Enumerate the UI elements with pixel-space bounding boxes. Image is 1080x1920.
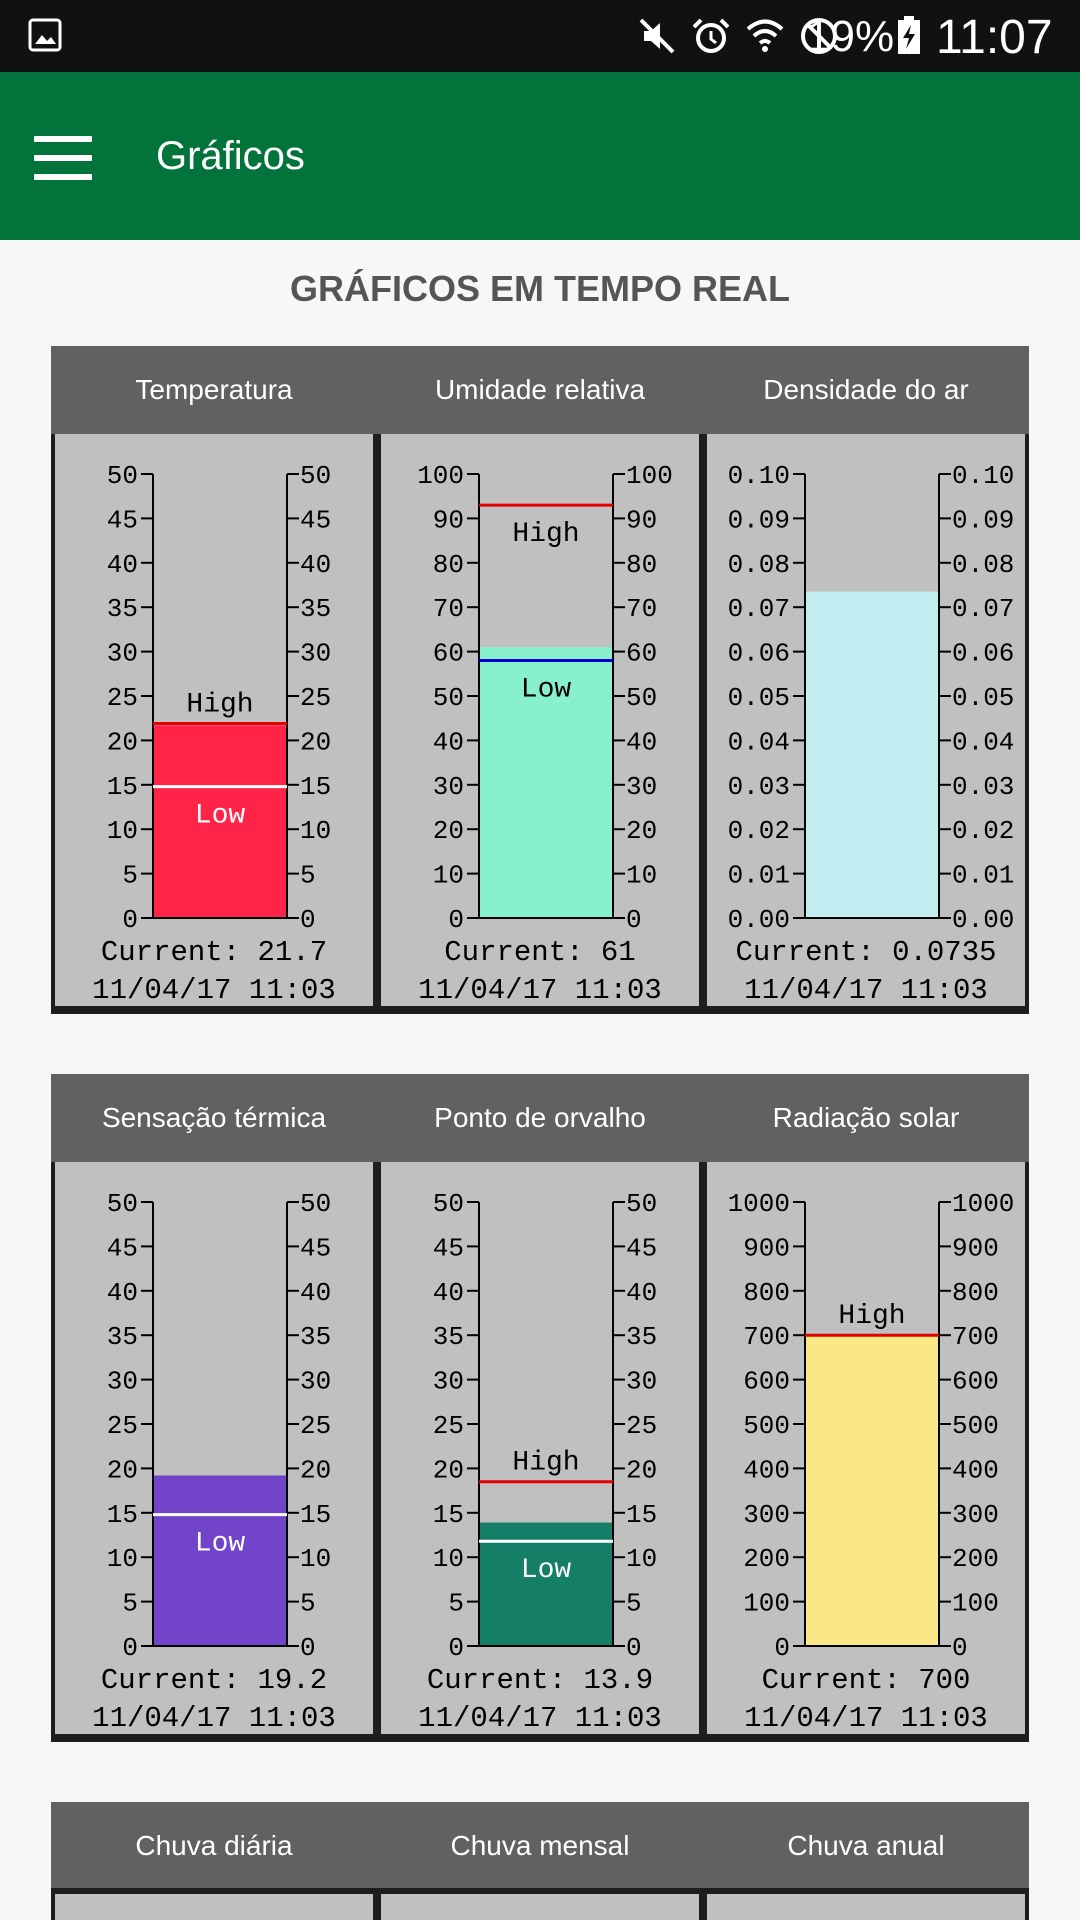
tick-label-left: 30 [106, 1366, 138, 1397]
current-value-label: Current: 13.9 [426, 1664, 654, 1697]
tick-label-right: 5 [300, 860, 316, 891]
tick-label-right: 10 [300, 1544, 332, 1575]
high-label: High [512, 1447, 580, 1479]
current-value-label: Current: 0.0735 [735, 936, 997, 969]
tick-label-left: 5 [122, 1588, 138, 1619]
tab-umidade-relativa[interactable]: Umidade relativa [434, 374, 646, 405]
status-clock: 11:07 [936, 11, 1053, 64]
tick-label-left: 200 [743, 1544, 790, 1575]
tick-label-right: 10 [300, 816, 332, 847]
tick-label-right: 50 [300, 1189, 332, 1219]
tick-label-left: 300 [743, 1499, 790, 1530]
tick-label-left: 0 [448, 905, 464, 935]
current-value-label: Current: 19.2 [100, 1664, 328, 1697]
tick-label-right: 0 [300, 1633, 316, 1663]
tick-label-right: 15 [626, 1499, 658, 1530]
tick-label-left: 50 [432, 683, 464, 713]
tick-label-left: 45 [106, 1233, 138, 1264]
tick-label-right: 700 [952, 1322, 999, 1353]
battery-charging-icon [896, 16, 922, 56]
tick-label-right: 20 [300, 1455, 332, 1486]
tick-label-left: 10 [432, 1544, 464, 1575]
tick-label-right: 40 [626, 727, 658, 758]
tick-label-left: 0.04 [727, 727, 790, 758]
tab-chuva-diaria[interactable]: Chuva diária [135, 1830, 293, 1861]
tick-label-right: 600 [952, 1366, 999, 1397]
tick-label-left: 0.06 [727, 638, 790, 669]
tick-label-left: 60 [432, 638, 464, 669]
tick-label-right: 900 [952, 1233, 999, 1264]
timestamp-label: 11/04/17 11:03 [418, 1702, 662, 1735]
tick-label-right: 0 [626, 905, 642, 935]
tick-label-left: 40 [432, 1277, 464, 1308]
tab-densidade-do-ar[interactable]: Densidade do ar [763, 374, 969, 405]
tick-label-right: 25 [626, 1411, 658, 1441]
tick-label-right: 0 [300, 905, 316, 935]
tick-label-right: 40 [300, 549, 332, 580]
tick-label-left: 50 [106, 461, 138, 491]
tick-label-right: 35 [300, 1322, 332, 1353]
tick-label-left: 20 [106, 727, 138, 758]
status-bar [0, 0, 1080, 72]
tick-label-left: 30 [432, 1366, 464, 1397]
tick-label-right: 300 [952, 1499, 999, 1530]
tick-label-left: 0.00 [727, 905, 790, 935]
tick-label-left: 30 [432, 771, 464, 802]
low-label: Low [520, 674, 572, 706]
timestamp-label: 11/04/17 11:03 [92, 974, 336, 1007]
tick-label-left: 5 [122, 860, 138, 891]
tick-label-left: 50 [106, 1189, 138, 1219]
chart-3 [707, 434, 1025, 1007]
tick-label-left: 35 [432, 1322, 464, 1353]
tick-label-right: 50 [300, 461, 332, 491]
tick-label-right: 800 [952, 1277, 999, 1308]
chart-panel-3 [51, 1888, 1029, 1920]
battery-percent: 19% [806, 12, 895, 61]
tick-label-left: 25 [106, 1411, 138, 1441]
tick-label-right: 40 [300, 1277, 332, 1308]
tick-label-left: 20 [106, 1455, 138, 1486]
high-label: High [186, 689, 254, 721]
tick-label-right: 0.08 [952, 549, 1015, 580]
tick-label-left: 400 [743, 1455, 790, 1486]
current-value-label: Current: 700 [761, 1664, 971, 1697]
tick-label-right: 90 [626, 505, 658, 536]
tick-label-left: 80 [432, 549, 464, 580]
tick-label-left: 100 [743, 1588, 790, 1619]
tick-label-right: 45 [626, 1233, 658, 1264]
tick-label-right: 10 [626, 860, 658, 891]
low-label: Low [194, 1528, 246, 1560]
tick-label-left: 100 [417, 461, 464, 491]
tick-label-left: 0 [448, 1633, 464, 1663]
tick-label-left: 40 [106, 1277, 138, 1308]
tick-label-right: 100 [952, 1588, 999, 1619]
alarm-icon [690, 15, 732, 57]
wifi-icon [744, 15, 786, 57]
tick-label-right: 5 [300, 1588, 316, 1619]
tick-label-right: 30 [626, 1366, 658, 1397]
tick-label-left: 10 [106, 1544, 138, 1575]
timestamp-label: 11/04/17 11:03 [744, 1702, 988, 1735]
high-label: High [838, 1301, 906, 1333]
tick-label-left: 700 [743, 1322, 790, 1353]
tick-label-right: 45 [300, 1233, 332, 1264]
tick-label-left: 25 [106, 683, 138, 713]
app-bar [0, 72, 1080, 240]
chart-panel-1 [51, 434, 1029, 1014]
bar-value [805, 592, 939, 918]
chart-group-header-2 [51, 1074, 1029, 1162]
tick-label-left: 35 [106, 1322, 138, 1353]
tick-label-left: 70 [432, 594, 464, 625]
tick-label-left: 800 [743, 1277, 790, 1308]
tab-temperatura[interactable]: Temperatura [135, 374, 293, 405]
tick-label-left: 1000 [727, 1189, 790, 1219]
tick-label-right: 0.04 [952, 727, 1015, 758]
bar-value [153, 1476, 287, 1646]
tick-label-right: 15 [300, 771, 332, 802]
tick-label-right: 0.06 [952, 638, 1015, 669]
high-label: High [512, 519, 580, 551]
tick-label-right: 50 [626, 683, 658, 713]
chart-1 [55, 434, 373, 1007]
tab-radiacao-solar[interactable]: Radiação solar [772, 1102, 960, 1133]
tick-label-left: 40 [432, 727, 464, 758]
tick-label-left: 0.10 [727, 461, 790, 491]
tick-label-right: 200 [952, 1544, 999, 1575]
tick-label-right: 25 [300, 683, 332, 713]
tick-label-right: 30 [300, 638, 332, 669]
tick-label-left: 20 [432, 816, 464, 847]
tick-label-left: 0.07 [727, 594, 790, 625]
tick-label-right: 25 [300, 1411, 332, 1441]
tick-label-left: 0.08 [727, 549, 790, 580]
tick-label-right: 35 [626, 1322, 658, 1353]
chart-6 [707, 1162, 1025, 1735]
hamburger-menu-icon[interactable] [34, 136, 92, 180]
tick-label-right: 30 [626, 771, 658, 802]
tick-label-left: 0.03 [727, 771, 790, 802]
tick-label-left: 35 [106, 594, 138, 625]
timestamp-label: 11/04/17 11:03 [418, 974, 662, 1007]
tick-label-left: 0.05 [727, 683, 790, 713]
tick-label-left: 15 [106, 1499, 138, 1530]
low-label: Low [194, 800, 246, 832]
tick-label-left: 45 [106, 505, 138, 536]
tick-label-right: 500 [952, 1411, 999, 1441]
chart-panel-2 [51, 1162, 1029, 1742]
tick-label-right: 35 [300, 594, 332, 625]
tick-label-right: 10 [626, 1544, 658, 1575]
tick-label-left: 5 [448, 1588, 464, 1619]
tick-label-right: 0.01 [952, 860, 1015, 891]
tick-label-right: 0 [952, 1633, 968, 1663]
tick-label-left: 0.09 [727, 505, 790, 536]
tick-label-left: 0 [774, 1633, 790, 1663]
tick-label-right: 45 [300, 505, 332, 536]
tick-label-left: 30 [106, 638, 138, 669]
tab-ponto-de-orvalho[interactable]: Ponto de orvalho [434, 1102, 646, 1133]
chart-group-header-3 [51, 1802, 1029, 1890]
tick-label-right: 80 [626, 549, 658, 580]
chart-5 [381, 1162, 699, 1735]
page-heading: GRÁFICOS EM TEMPO REAL [289, 268, 790, 309]
tick-label-right: 30 [300, 1366, 332, 1397]
tick-label-left: 600 [743, 1366, 790, 1397]
tab-sensacao-termica[interactable]: Sensação térmica [101, 1102, 327, 1133]
tick-label-right: 0.09 [952, 505, 1015, 536]
gallery-icon [28, 18, 62, 52]
tick-label-right: 15 [300, 1499, 332, 1530]
tab-chuva-mensal[interactable]: Chuva mensal [450, 1830, 630, 1861]
tick-label-left: 50 [432, 1189, 464, 1219]
timestamp-label: 11/04/17 11:03 [92, 1702, 336, 1735]
chart-group-header-1 [51, 346, 1029, 434]
tick-label-right: 50 [626, 1189, 658, 1219]
tick-label-left: 45 [432, 1233, 464, 1264]
tick-label-right: 20 [300, 727, 332, 758]
tick-label-left: 10 [106, 816, 138, 847]
tick-label-left: 0.02 [727, 816, 790, 847]
tick-label-left: 500 [743, 1411, 790, 1441]
current-value-label: Current: 21.7 [100, 936, 328, 969]
tick-label-right: 0.03 [952, 771, 1015, 802]
tick-label-right: 70 [626, 594, 658, 625]
tick-label-right: 5 [626, 1588, 642, 1619]
tick-label-right: 100 [626, 461, 673, 491]
current-value-label: Current: 61 [444, 936, 636, 969]
tick-label-left: 40 [106, 549, 138, 580]
mute-icon [636, 15, 678, 57]
tick-label-left: 20 [432, 1455, 464, 1486]
tab-chuva-anual[interactable]: Chuva anual [787, 1830, 945, 1861]
tick-label-left: 10 [432, 860, 464, 891]
app-bar-title: Gráficos [156, 134, 305, 178]
tick-label-right: 0.07 [952, 594, 1015, 625]
timestamp-label: 11/04/17 11:03 [744, 974, 988, 1007]
tick-label-right: 400 [952, 1455, 999, 1486]
tick-label-left: 25 [432, 1411, 464, 1441]
tick-label-right: 20 [626, 816, 658, 847]
tick-label-right: 1000 [952, 1189, 1015, 1219]
tick-label-left: 90 [432, 505, 464, 536]
tick-label-left: 0.01 [727, 860, 790, 891]
tick-label-left: 0 [122, 905, 138, 935]
tick-label-left: 0 [122, 1633, 138, 1663]
tick-label-right: 0 [626, 1633, 642, 1663]
tick-label-left: 900 [743, 1233, 790, 1264]
tick-label-right: 40 [626, 1277, 658, 1308]
tick-label-right: 60 [626, 638, 658, 669]
tick-label-left: 15 [432, 1499, 464, 1530]
tick-label-right: 0.02 [952, 816, 1015, 847]
tick-label-right: 0.10 [952, 461, 1015, 491]
tick-label-right: 0.05 [952, 683, 1015, 713]
bar-value [805, 1335, 939, 1646]
chart-4 [55, 1162, 373, 1735]
tick-label-right: 0.00 [952, 905, 1015, 935]
low-label: Low [520, 1555, 572, 1587]
chart-2 [381, 434, 699, 1007]
tick-label-right: 20 [626, 1455, 658, 1486]
tick-label-left: 15 [106, 771, 138, 802]
